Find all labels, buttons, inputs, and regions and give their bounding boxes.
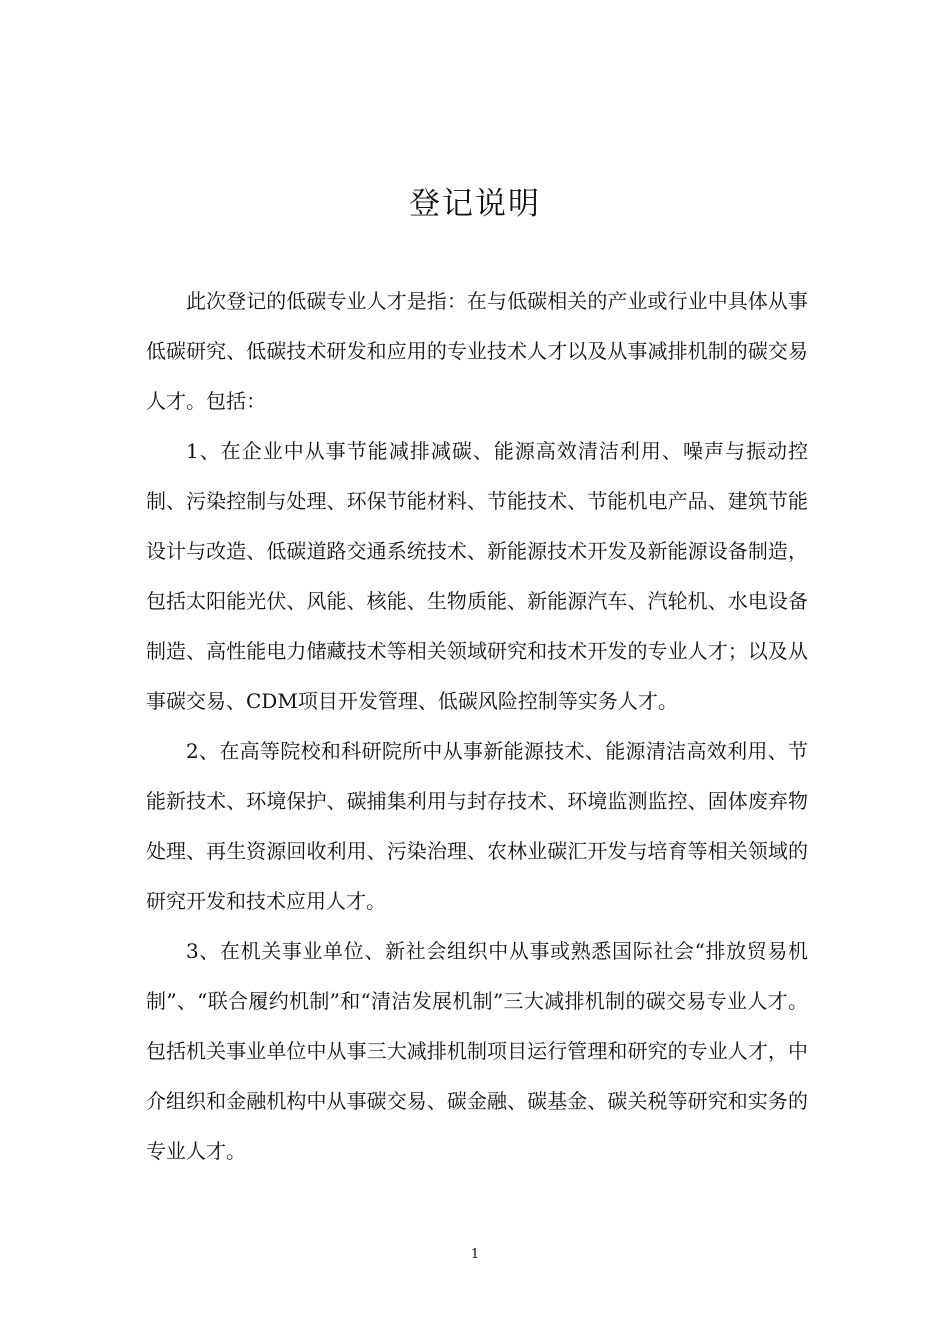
paragraph-intro: 此次登记的低碳专业人才是指：在与低碳相关的产业或行业中具体从事低碳研究、低碳技术研发和应用的专业技术人才以及从事减排机制的碳交易人才。包括： (146, 289, 808, 413)
page-number: 1 (470, 1247, 480, 1262)
page-title: 登记说明 (409, 186, 541, 222)
document-body (146, 276, 808, 1176)
paragraph-item-1: 1、在企业中从事节能减排减碳、能源高效清洁利用、噪声与振动控制、污染控制与处理、环保节能材料、节能技术、节能机电产品、建筑节能设计与改造、低碳道路交通系统技术、新能源技术开发及新能源设备制造，包括太阳能光伏、风能、核能、生物质能、新能源汽车、汽轮机、水电设备制造、高性能电力储藏技术等相关领域研究和技术开发的专业人才；以及从事碳交易、CDM项目开发管理、低碳风险控制等实务人才。 (146, 439, 808, 713)
paragraph-item-3: 3、在机关事业单位、新社会组织中从事或熟悉国际社会“排放贸易机制”、“联合履约机制”和“清洁发展机制”三大减排机制的碳交易专业人才。包括机关事业单位中从事三大减排机制项目运行管理和研究的专业人才，中介组织和金融机构中从事碳交易、碳金融、碳基金、碳关税等研究和实务的专业人才。 (146, 939, 808, 1163)
paragraph-item-2: 2、在高等院校和科研院所中从事新能源技术、能源清洁高效利用、节能新技术、环境保护、碳捕集利用与封存技术、环境监测监控、固体废弃物处理、再生资源回收利用、污染治理、农林业碳汇开发与培育等相关领域的研究开发和技术应用人才。 (146, 739, 808, 913)
